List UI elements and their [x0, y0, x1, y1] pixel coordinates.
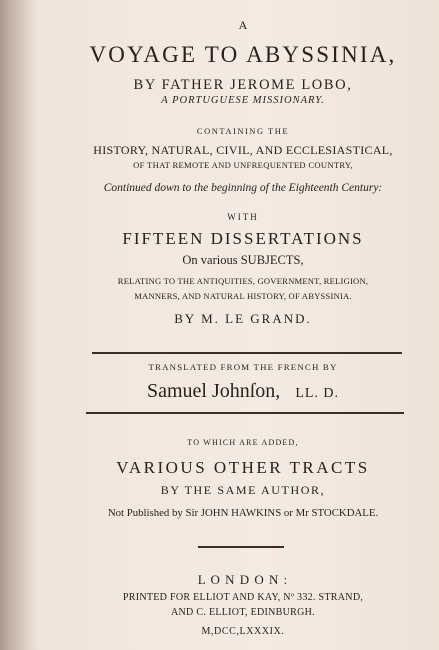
history-line: HISTORY, NATURAL, CIVIL, AND ECCLESIASTICAL,	[93, 143, 393, 157]
fifteen-dissertations: FIFTEEN DISSERTATIONS	[122, 229, 364, 248]
london-line: L O N D O N :	[197, 572, 289, 587]
translated-line: TRANSLATED FROM THE FRENCH BY	[148, 362, 338, 372]
author-description: A PORTUGUESE MISSIONARY.	[161, 95, 325, 106]
various-subjects-line: On various SUBJECTS,	[182, 253, 304, 267]
relating-line: RELATING TO THE ANTIQUITIES, GOVERNMENT, RELIGION,	[117, 276, 369, 286]
with-line: WITH	[227, 212, 259, 222]
containing-line: CONTAINING THE	[196, 126, 290, 136]
rule-lower	[86, 412, 404, 414]
remote-country-line: OF THAT REMOTE AND UNFREQUENTED COUNTRY,	[133, 160, 353, 170]
printer-line-2: AND C. ELLIOT, EDINBURGH.	[171, 607, 315, 618]
year-line: M,DCC,LXXXIX.	[201, 626, 285, 637]
short-rule	[198, 546, 284, 548]
article-a: A	[238, 18, 248, 32]
main-title: VOYAGE TO ABYSSINIA,	[89, 42, 397, 67]
manners-line: MANNERS, AND NATURAL HISTORY, OF ABYSSINIA.	[134, 291, 352, 301]
title-page-content	[58, 0, 428, 650]
same-author-line: BY THE SAME AUTHOR,	[160, 483, 326, 497]
translator-line	[58, 380, 428, 403]
by-legrand-line: BY M. LE GRAND.	[174, 311, 312, 326]
translator-degree: LL. D.	[295, 386, 340, 401]
rule-upper	[92, 352, 402, 354]
continued-line: Continued down to the beginning of the Eighteenth Century:	[103, 182, 383, 194]
added-line: TO WHICH ARE ADDED,	[187, 438, 299, 447]
book-spine-shadow	[0, 0, 40, 650]
various-tracts-line: VARIOUS OTHER TRACTS	[116, 458, 370, 477]
not-published-line: Not Published by Sir JOHN HAWKINS or Mr STOCKDALE.	[107, 507, 379, 519]
printer-line-1: PRINTED FOR ELLIOT AND KAY, Nº 332. STRAND,	[122, 592, 364, 603]
translator-name: Samuel Johnſon,	[146, 380, 281, 402]
author-line: BY FATHER JEROME LOBO,	[133, 77, 353, 93]
